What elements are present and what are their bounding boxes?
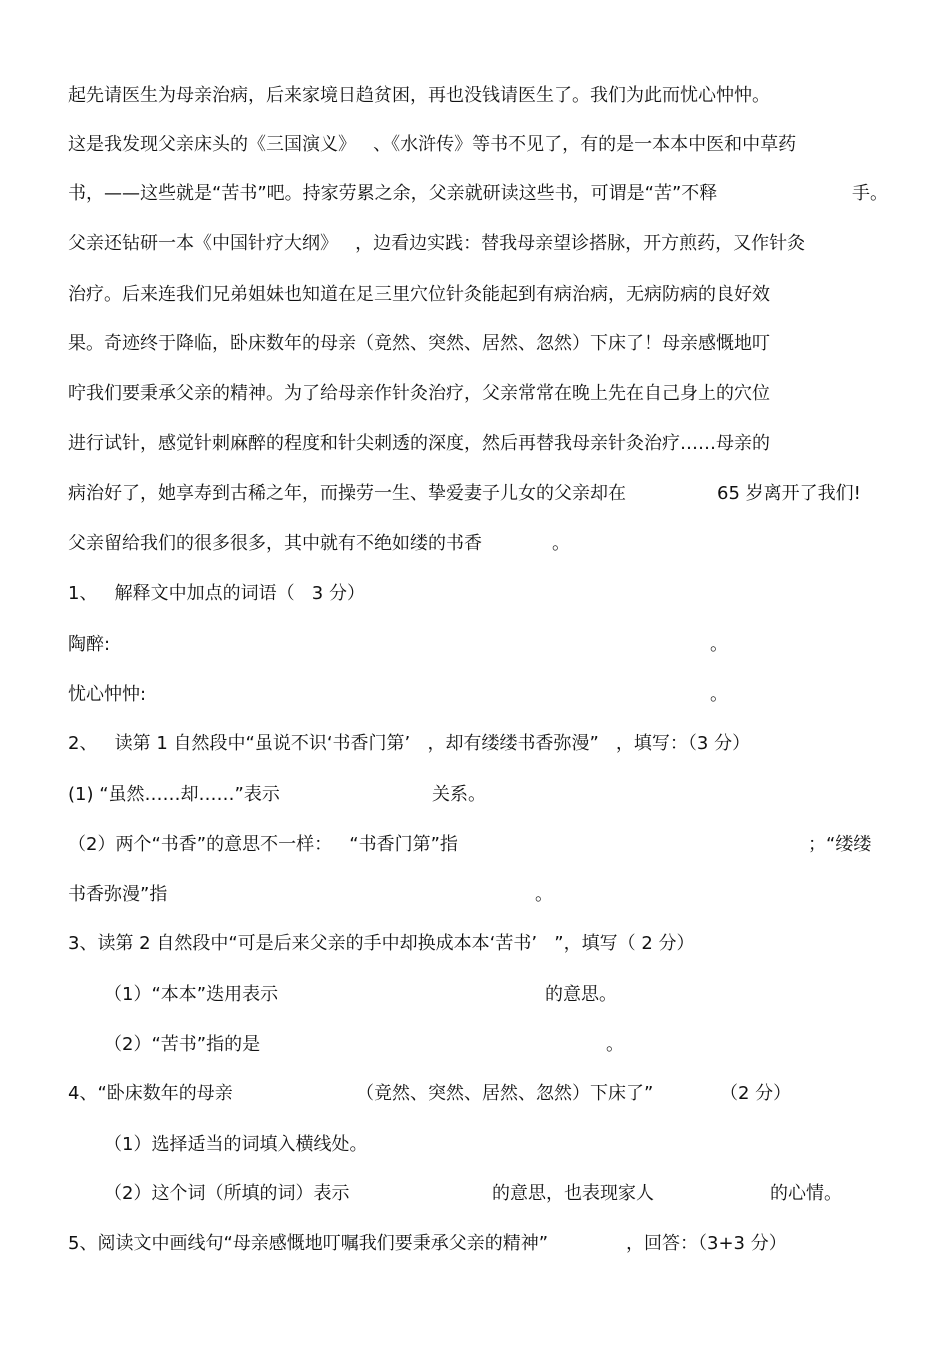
question-1-term-a: 陶醉: — [68, 634, 111, 655]
question-5-points: ，回答：（3+3 分） — [626, 1233, 787, 1254]
question-3-stem: 3、读第 2 自然段中“可是后来父亲的手中却换成本本‘苦书’ ”，填写（ 2 分） — [68, 933, 695, 954]
question-3-part-2: （2）“苦书”指的是 — [104, 1034, 261, 1055]
passage-line-6: 果。奇迹终于降临，卧床数年的母亲（竟然、突然、居然、忽然）下床了！母亲感慨地叮 — [68, 333, 770, 354]
question-4-stem-options: （竟然、突然、居然、忽然）下床了” — [356, 1083, 654, 1104]
question-2-part-1: (1) “虽然……却……”表示 — [68, 784, 280, 805]
question-4-part-2-mid: 的意思，也表现家人 — [492, 1183, 654, 1204]
question-1-term-b-end: 。 — [710, 684, 728, 705]
passage-line-8: 进行试针，感觉针刺麻醉的程度和针尖刺透的深度，然后再替我母亲针灸治疗……母亲的 — [68, 433, 770, 454]
passage-line-1: 起先请医生为母亲治病，后来家境日趋贫困，再也没钱请医生了。我们为此而忧心忡忡。 — [68, 85, 770, 106]
question-4-points: （2 分） — [720, 1083, 792, 1104]
question-4-part-2-end: 的心情。 — [770, 1183, 842, 1204]
question-1-term-a-end: 。 — [710, 634, 728, 655]
passage-line-3: 书，——这些就是“苦书”吧。持家劳累之余，父亲就研读这些书，可谓是“苦”不释 — [68, 183, 718, 204]
question-2-part-1-end: 关系。 — [432, 784, 486, 805]
passage-line-10-end: 。 — [552, 533, 570, 554]
question-2-part-2-end: 。 — [535, 884, 553, 905]
passage-line-5: 治疗。后来连我们兄弟姐妹也知道在足三里穴位针灸能起到有病治病，无病防病的良好效 — [68, 284, 770, 305]
question-5-stem: 5、阅读文中画线句“母亲感慨地叮嘱我们要秉承父亲的精神” — [68, 1233, 549, 1254]
passage-line-7: 咛我们要秉承父亲的精神。为了给母亲作针灸治疗，父亲常常在晚上先在自己身上的穴位 — [68, 383, 770, 404]
passage-line-10: 父亲留给我们的很多很多，其中就有不绝如缕的书香 — [68, 533, 482, 554]
question-4-stem: 4、“卧床数年的母亲 — [68, 1083, 233, 1104]
question-2-stem: 2、 读第 1 自然段中“虽说不识‘书香门第’ ，却有缕缕书香弥漫” ，填写：（3 分） — [68, 733, 751, 754]
question-4-part-1: （1）选择适当的词填入横线处。 — [104, 1134, 368, 1155]
question-2-part-2-mid: ；“缕缕 — [808, 834, 872, 855]
passage-line-4: 父亲还钻研一本《中国针疗大纲》 ，边看边实践：替我母亲望诊搭脉，开方煎药，又作针灸 — [68, 233, 806, 254]
question-2-part-2-cont: 书香弥漫”指 — [68, 884, 168, 905]
question-1-stem: 1、 解释文中加点的词语（ 3 分） — [68, 583, 365, 604]
passage-line-9-end: 65 岁离开了我们! — [717, 483, 861, 504]
question-3-part-1: （1）“本本”迭用表示 — [104, 984, 279, 1005]
question-4-part-2: （2）这个词（所填的词）表示 — [104, 1183, 350, 1204]
passage-line-9: 病治好了，她享寿到古稀之年，而操劳一生、挚爱妻子儿女的父亲却在 — [68, 483, 626, 504]
question-3-part-2-end: 。 — [606, 1034, 624, 1055]
question-1-term-b: 忧心忡忡: — [68, 684, 147, 705]
passage-line-2: 这是我发现父亲床头的《三国演义》 、《水浒传》等书不见了，有的是一本本中医和中草药 — [68, 134, 797, 155]
question-3-part-1-end: 的意思。 — [545, 984, 617, 1005]
question-2-part-2: （2）两个“书香”的意思不一样： “书香门第”指 — [68, 834, 458, 855]
passage-line-3-end: 手。 — [852, 183, 888, 204]
